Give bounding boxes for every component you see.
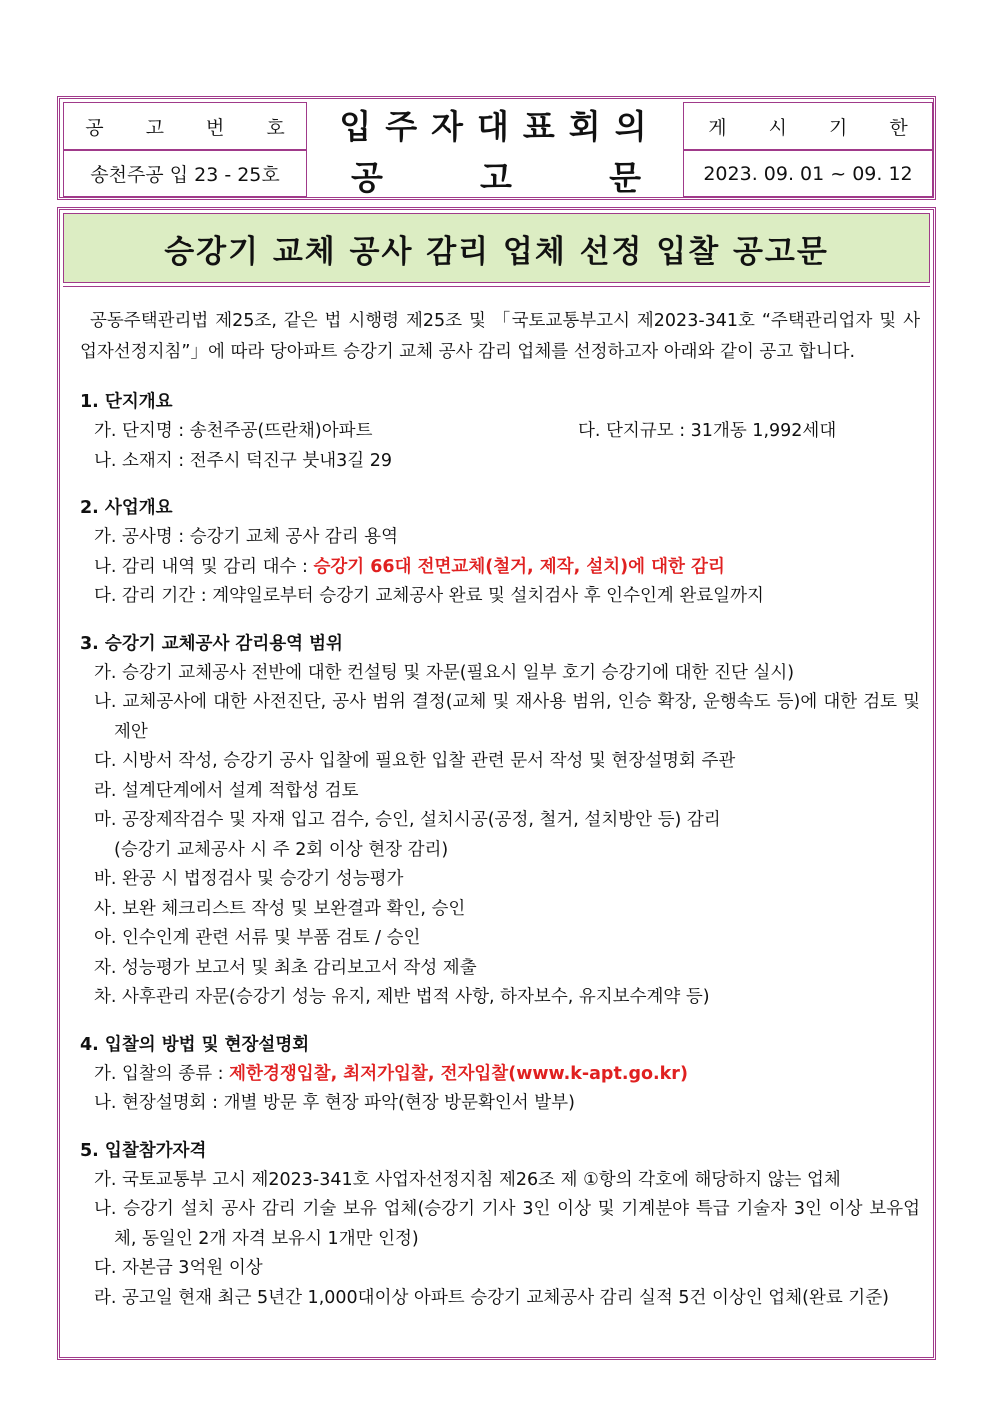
- list-item: 라. 공고일 현재 최근 5년간 1,000대이상 아파트 승강기 교체공사 감리 실적 5건 이상인 업체(완료 기준): [94, 1287, 889, 1308]
- list-item: 나. 현장설명회 : 개별 방문 후 현장 파악(현장 방문확인서 발부): [94, 1093, 575, 1113]
- posting-period-label: 게 시 기 한: [708, 116, 926, 139]
- list-item: 다. 감리 기간 : 계약일로부터 승강기 교체공사 완료 및 설치검사 후 인수인계 완료일까지: [94, 586, 764, 606]
- list-item: 자. 성능평가 보고서 및 최초 감리보고서 작성 제출: [94, 957, 477, 978]
- section-title: 5. 입찰참가자격: [80, 1140, 207, 1161]
- notice-number: 송천주공 입 23 - 25호: [90, 164, 280, 186]
- list-item: 차. 사후관리 자문(승강기 성능 유지, 제반 법적 사항, 하자보수, 유지보수계약 등): [94, 987, 710, 1007]
- section-eligibility: [80, 1137, 920, 1314]
- document-kind-char-1: 공: [351, 157, 383, 197]
- list-item: 나. 소재지 : 전주시 덕진구 붓내3길 29: [94, 450, 393, 471]
- list-item: 가. 공사명 : 승강기 교체 공사 감리 용역: [94, 527, 398, 547]
- notice-header-table: [57, 96, 936, 200]
- document-kind: [351, 152, 641, 199]
- list-item: [86, 553, 920, 583]
- posting-period-cell: [683, 150, 933, 197]
- section-supervision-scope: [80, 630, 920, 1013]
- section-title: 2. 사업개요: [80, 498, 173, 518]
- list-item: 나. 승강기 설치 공사 감리 기술 보유 업체(승강기 기사 3인 이상 및 기계분야 특급 기술자 3인 이상 보유업체, 동일인 2개 자격 보유시 1개만 인정): [94, 1199, 920, 1249]
- highlight-text: 승강기 66대 전면교체(철거, 제작, 설치)에 대한 감리: [313, 556, 725, 577]
- section-title: 1. 단지개요: [80, 392, 173, 412]
- section-bidding-method: [80, 1031, 920, 1119]
- list-item: 라. 설계단계에서 설계 적합성 검토: [94, 780, 359, 801]
- issuer-title-cell: [311, 102, 681, 197]
- list-item: 아. 인수인계 관련 서류 및 부품 검토 / 승인: [94, 928, 421, 948]
- list-item: 다. 단지규모 : 31개동 1,992세대: [578, 421, 837, 441]
- notice-content: [80, 306, 920, 1331]
- list-item: 바. 완공 시 법정검사 및 승강기 성능평가: [94, 869, 404, 889]
- list-item: [86, 1060, 920, 1090]
- document-title: 승강기 교체 공사 감리 업체 선정 입찰 공고문: [164, 233, 829, 270]
- document-kind-char-2: 고: [480, 157, 512, 197]
- list-item: 사. 보완 체크리스트 작성 및 보완결과 확인, 승인: [94, 898, 466, 919]
- section-project-overview: [80, 494, 920, 612]
- document-kind-char-3: 문: [609, 157, 641, 197]
- overview-row: [80, 417, 920, 447]
- section-complex-overview: [80, 388, 920, 476]
- list-item: 가. 단지명 : 송천주공(뜨란채)아파트: [94, 421, 373, 441]
- notice-body-box: [57, 207, 936, 1360]
- notice-number-label-cell: [63, 102, 307, 150]
- posting-period-label-cell: [683, 102, 933, 150]
- list-item: 나. 교체공사에 대한 사전진단, 공사 범위 결정(교체 및 재사용 범위, 인승 확장, 운행속도 등)에 대한 검토 및 제안: [94, 692, 920, 742]
- intro-paragraph: 공동주택관리법 제25조, 같은 법 시행령 제25조 및 「국토교통부고시 제2023-341호 “주택관리업자 및 사업자선정지침”」에 따라 당아파트 승강기 교체 공사 감리 업체를 선정하고자 아래와 같이 공고 합니다.: [80, 311, 920, 362]
- list-item: 마. 공장제작검수 및 자재 입고 검수, 승인, 설치시공(공정, 철거, 설치방안 등) 감리: [94, 810, 721, 830]
- item-text: 가. 입찰의 종류 :: [94, 1063, 230, 1084]
- section-title: 3. 승강기 교체공사 감리용역 범위: [80, 633, 343, 654]
- highlight-text: 제한경쟁입찰, 최저가입찰, 전자입찰(www.k-apt.go.kr): [229, 1063, 688, 1084]
- notice-number-cell: [63, 150, 307, 197]
- divider: [63, 286, 930, 287]
- notice-number-label: 공 고 번 호: [85, 116, 303, 139]
- posting-period: 2023. 09. 01 ~ 09. 12: [703, 162, 913, 185]
- list-item: 다. 시방서 작성, 승강기 공사 입찰에 필요한 입찰 관련 문서 작성 및 현장설명회 주관: [94, 751, 736, 771]
- title-banner: [63, 213, 930, 283]
- issuer-title: 입주자대표회의: [339, 106, 661, 146]
- item-text: 나. 감리 내역 및 감리 대수 :: [94, 556, 314, 577]
- list-item: 가. 승강기 교체공사 전반에 대한 컨설팅 및 자문(필요시 일부 호기 승강기에 대한 진단 실시): [94, 662, 795, 683]
- list-item: 다. 자본금 3억원 이상: [94, 1258, 263, 1278]
- section-title: 4. 입찰의 방법 및 현장설명회: [80, 1034, 310, 1055]
- list-item: 가. 국토교통부 고시 제2023-341호 사업자선정지침 제26조 제 ①항의 각호에 해당하지 않는 업체: [94, 1169, 841, 1190]
- list-item-note: (승강기 교체공사 시 주 2회 이상 현장 감리): [114, 839, 449, 860]
